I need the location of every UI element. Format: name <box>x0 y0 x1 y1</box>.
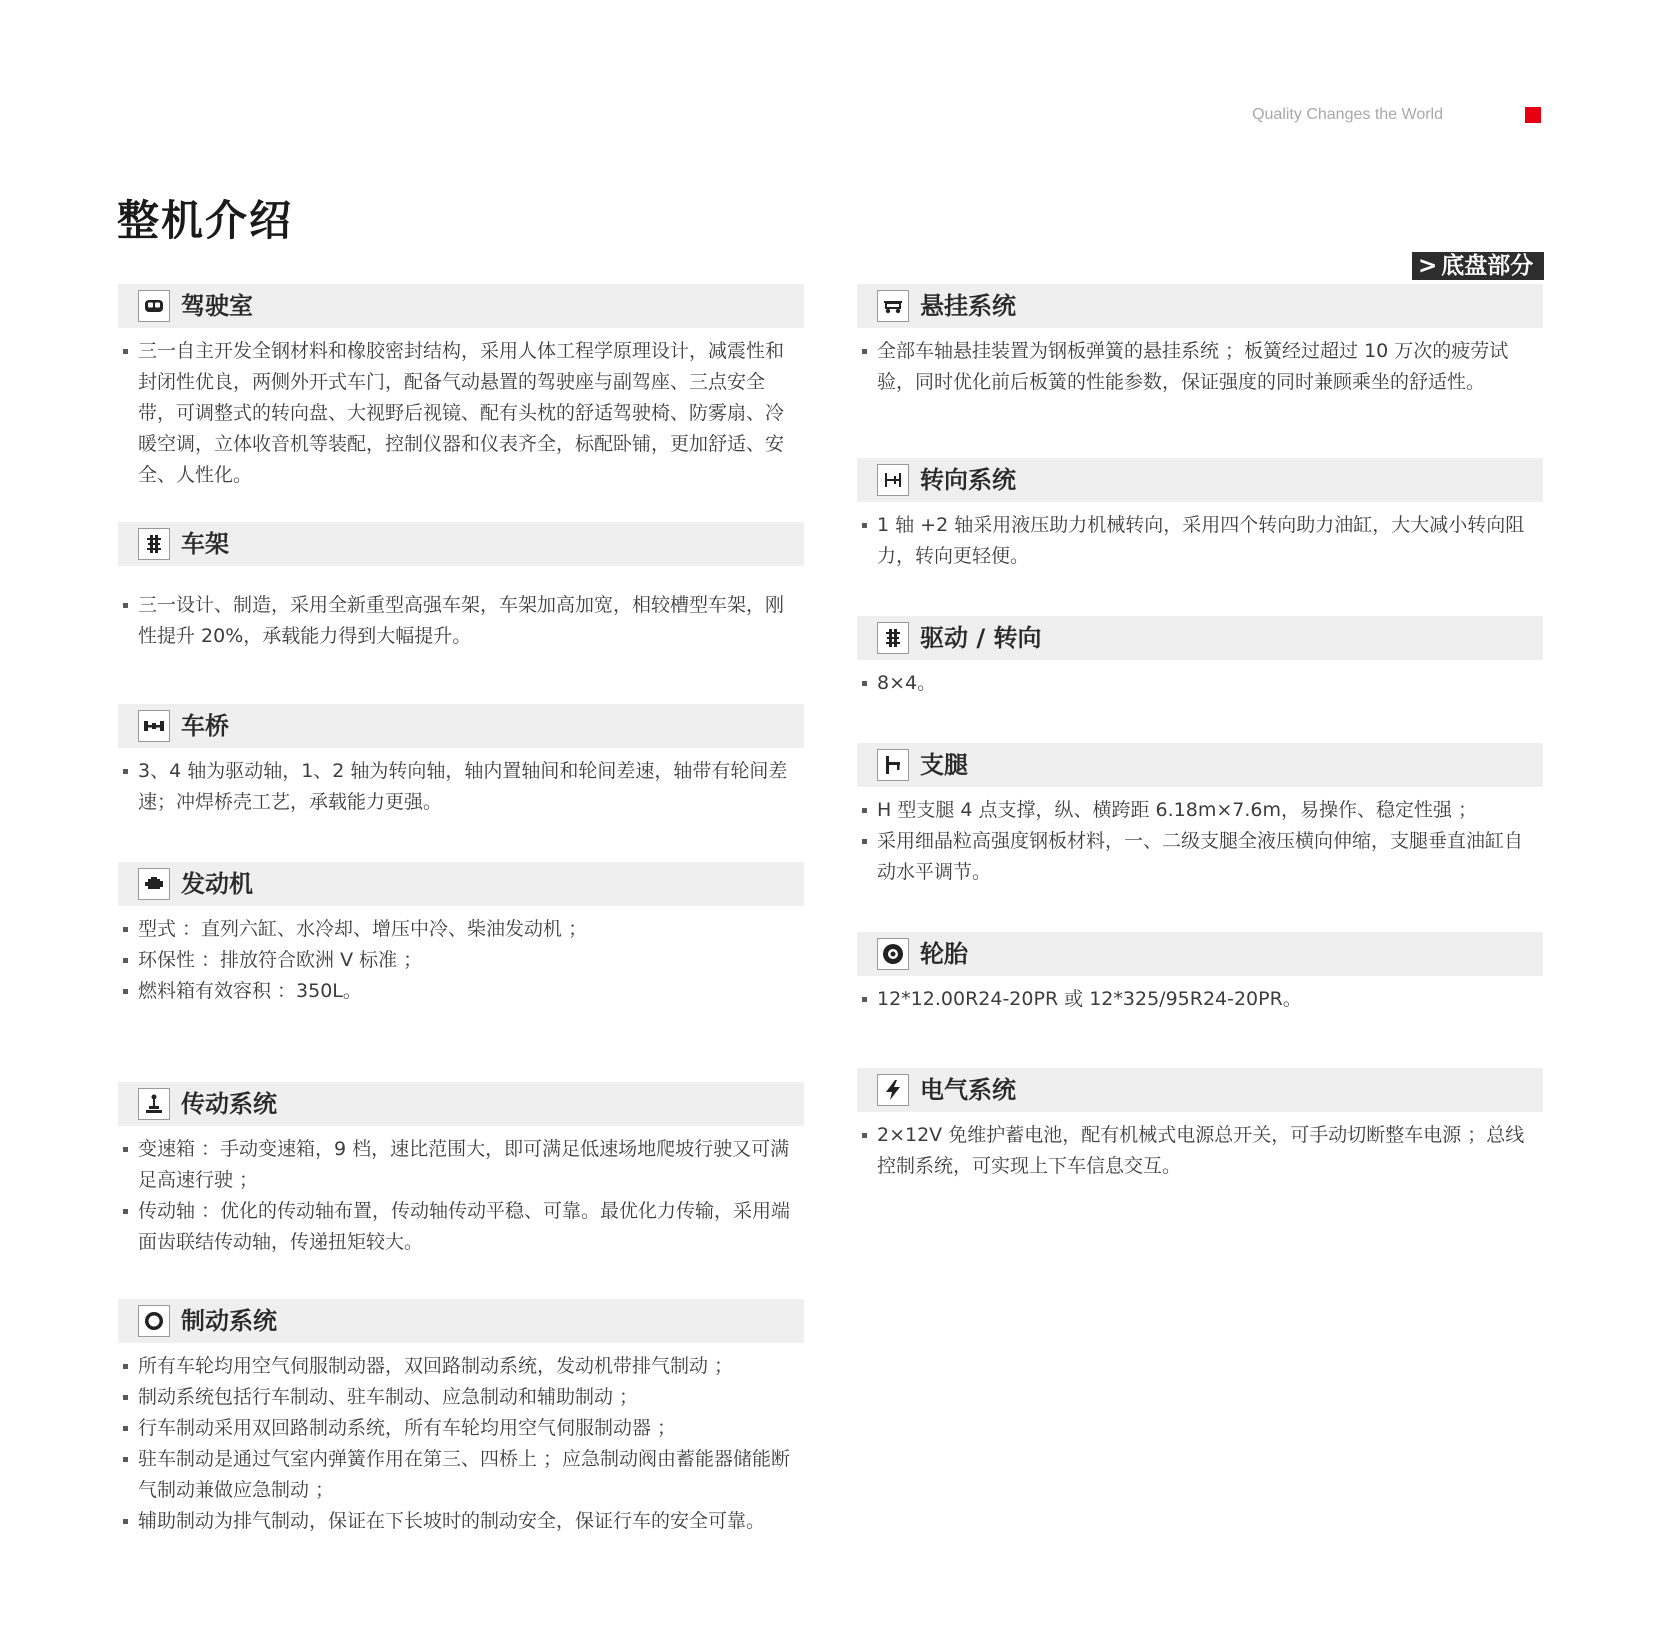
section-header <box>118 284 804 328</box>
list-item: 辅助制动为排气制动，保证在下长坡时的制动安全，保证行车的安全可靠。 <box>118 1506 804 1537</box>
list-item: 三一设计、制造，采用全新重型高强车架，车架加高加宽，相较槽型车架，刚性提升 20%，承载能力得到大幅提升。 <box>118 590 804 652</box>
section-axle <box>118 704 804 818</box>
section-engine <box>118 862 804 1007</box>
axle-icon <box>138 710 170 742</box>
drive-icon <box>877 622 909 654</box>
list-item: H 型支腿 4 点支撑，纵、横跨距 6.18m×7.6m，易操作、稳定性强 ； <box>857 795 1543 826</box>
item-list <box>857 795 1543 888</box>
item-list <box>857 668 1543 699</box>
item-list <box>857 510 1543 572</box>
section-header <box>118 1082 804 1126</box>
list-item: 型式 ：直列六缸、水冷却、增压中冷、柴油发动机 ； <box>118 914 804 945</box>
section-title: 制动系统 <box>181 1307 277 1335</box>
section-tag <box>1412 252 1544 280</box>
section-header <box>118 862 804 906</box>
page-title: 整机介绍 <box>117 196 294 245</box>
section-header <box>857 1068 1543 1112</box>
section-header <box>857 616 1543 660</box>
section-title: 转向系统 <box>920 466 1016 494</box>
tagline: Quality Changes the World <box>1252 106 1443 123</box>
list-item: 采用细晶粒高强度钢板材料，一、二级支腿全液压横向伸缩，支腿垂直油缸自动水平调节。 <box>857 826 1543 888</box>
section-tag-arrow: > <box>1418 253 1438 279</box>
section-cab <box>118 284 804 491</box>
outrigger-icon <box>877 749 909 781</box>
section-tag-label: 底盘部分 <box>1441 253 1534 279</box>
list-item: 驻车制动是通过气室内弹簧作用在第三、四桥上 ；应急制动阀由蓄能器储能断气制动兼做应急制动 ； <box>118 1444 804 1506</box>
section-header <box>857 932 1543 976</box>
section-title: 电气系统 <box>920 1076 1016 1104</box>
section-title: 发动机 <box>181 870 253 898</box>
item-list <box>857 984 1543 1015</box>
section-title: 轮胎 <box>920 940 968 968</box>
cab-icon <box>138 290 170 322</box>
section-title: 传动系统 <box>181 1090 277 1118</box>
list-item: 3、4 轴为驱动轴，1、2 轴为转向轴，轴内置轴间和轮间差速，轴带有轮间差速；冲焊桥壳工艺，承载能力更强。 <box>118 756 804 818</box>
section-electrical <box>857 1068 1543 1182</box>
list-item: 三一自主开发全钢材料和橡胶密封结构，采用人体工程学原理设计，减震性和封闭性优良，两侧外开式车门，配备气动悬置的驾驶座与副驾座、三点安全带，可调整式的转向盘、大视野后视镜、配有头枕的舒适驾驶椅、防雾扇、冷暖空调，立体收音机等装配，控制仪器和仪表齐全，标配卧铺，更加舒适、安全、人性化。 <box>118 336 804 491</box>
section-brake <box>118 1299 804 1537</box>
item-list <box>118 756 804 818</box>
section-title: 驱动 / 转向 <box>920 624 1042 652</box>
list-item: 变速箱 ：手动变速箱，9 档，速比范围大，即可满足低速场地爬坡行驶又可满足高速行驶 ； <box>118 1134 804 1196</box>
section-suspension <box>857 284 1543 398</box>
list-item: 12*12.00R24-20PR 或 12*325/95R24-20PR。 <box>857 984 1543 1015</box>
section-drive <box>857 616 1543 699</box>
suspension-icon <box>877 290 909 322</box>
section-header <box>118 704 804 748</box>
section-header <box>118 1299 804 1343</box>
section-title: 悬挂系统 <box>920 292 1016 320</box>
list-item: 燃料箱有效容积 ：350L。 <box>118 976 804 1007</box>
item-list <box>118 336 804 491</box>
section-header <box>118 522 804 566</box>
section-title: 支腿 <box>920 751 968 779</box>
transmission-icon <box>138 1088 170 1120</box>
item-list <box>118 1134 804 1258</box>
engine-icon <box>138 868 170 900</box>
section-title: 车架 <box>181 530 229 558</box>
brake-icon <box>138 1305 170 1337</box>
list-item: 行车制动采用双回路制动系统，所有车轮均用空气伺服制动器 ； <box>118 1413 804 1444</box>
list-item: 8×4。 <box>857 668 1543 699</box>
item-list <box>857 336 1543 398</box>
list-item: 1 轴 +2 轴采用液压助力机械转向，采用四个转向助力油缸，大大减小转向阻力，转向更轻便。 <box>857 510 1543 572</box>
tire-icon <box>877 938 909 970</box>
section-frame <box>118 522 804 652</box>
list-item: 全部车轴悬挂装置为钢板弹簧的悬挂系统 ；板簧经过超过 10 万次的疲劳试验，同时优化前后板簧的性能参数，保证强度的同时兼顾乘坐的舒适性。 <box>857 336 1543 398</box>
section-title: 车桥 <box>181 712 229 740</box>
section-header <box>857 458 1543 502</box>
list-item: 所有车轮均用空气伺服制动器，双回路制动系统，发动机带排气制动 ； <box>118 1351 804 1382</box>
brand-square <box>1525 107 1541 123</box>
section-header <box>857 284 1543 328</box>
section-tire <box>857 932 1543 1015</box>
item-list <box>118 1351 804 1537</box>
frame-icon <box>138 528 170 560</box>
section-header <box>857 743 1543 787</box>
item-list <box>857 1120 1543 1182</box>
list-item: 传动轴 ：优化的传动轴布置，传动轴传动平稳、可靠。最优化力传输，采用端面齿联结传动轴，传递扭矩较大。 <box>118 1196 804 1258</box>
list-item: 2×12V 免维护蓄电池，配有机械式电源总开关，可手动切断整车电源 ；总线控制系统，可实现上下车信息交互。 <box>857 1120 1543 1182</box>
item-list <box>118 590 804 652</box>
list-item: 环保性 ：排放符合欧洲 V 标准 ； <box>118 945 804 976</box>
section-steering <box>857 458 1543 572</box>
lightning-icon <box>877 1074 909 1106</box>
steering-icon <box>877 464 909 496</box>
section-transmission <box>118 1082 804 1258</box>
section-outrigger <box>857 743 1543 888</box>
list-item: 制动系统包括行车制动、驻车制动、应急制动和辅助制动 ； <box>118 1382 804 1413</box>
item-list <box>118 914 804 1007</box>
section-title: 驾驶室 <box>181 292 253 320</box>
